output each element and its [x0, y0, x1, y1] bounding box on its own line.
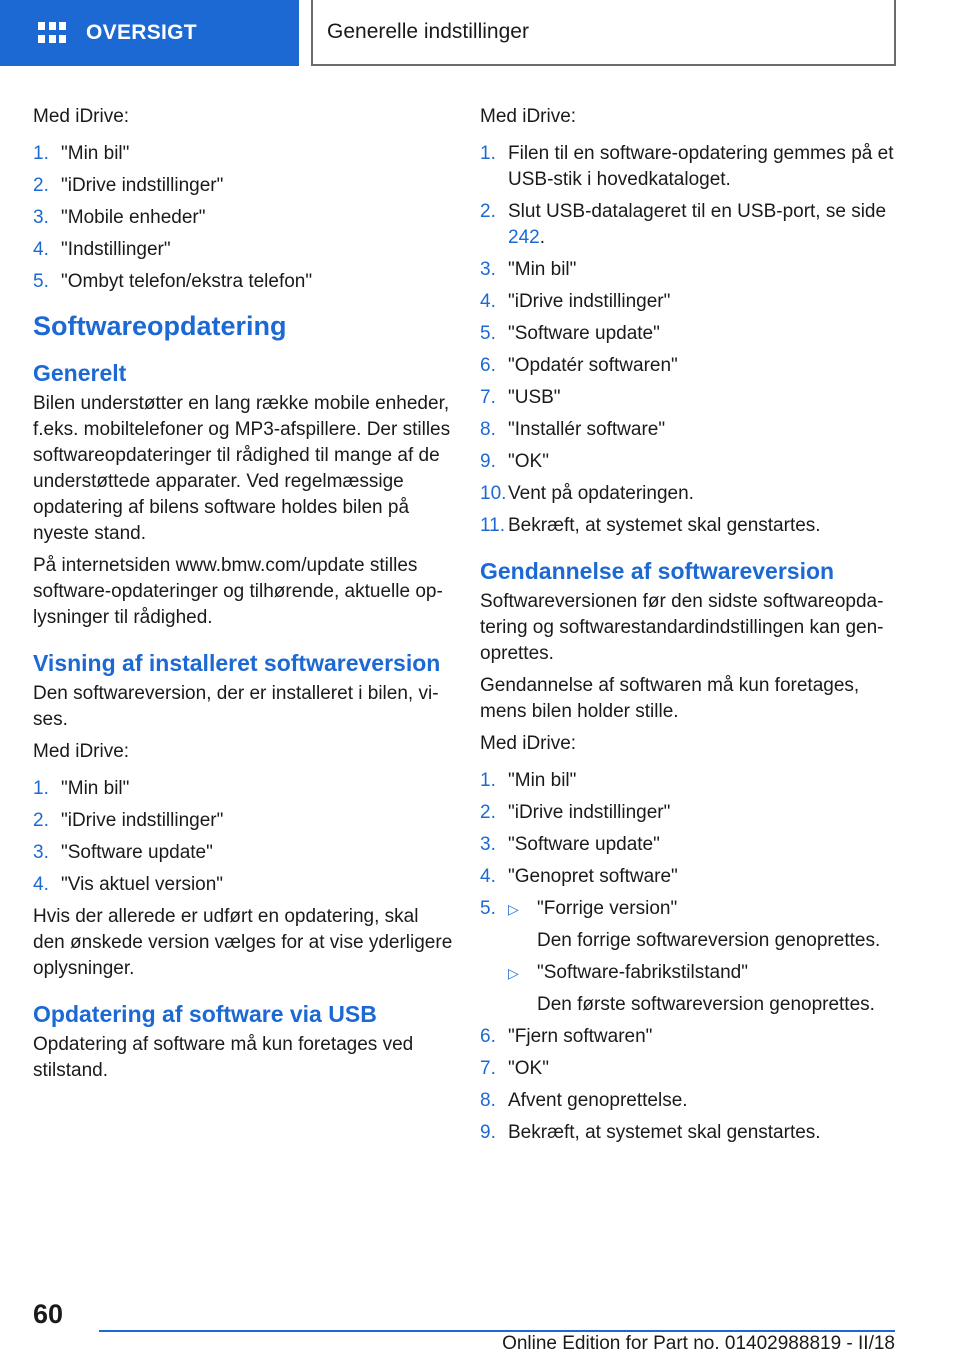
overview-label: OVERSIGT: [86, 21, 197, 44]
list-item: [33, 173, 453, 199]
right-column: [480, 104, 900, 1152]
step-text: "OK": [508, 451, 549, 472]
step-number: 2.: [33, 175, 49, 196]
sub-item-text: "Forrige version": [537, 898, 678, 919]
phone-steps-list: [33, 141, 453, 295]
step-text: "iDrive indstillinger": [61, 810, 224, 831]
list-item: [480, 800, 900, 826]
list-item: [33, 269, 453, 295]
paragraph: Gendannelse af softwaren må kun foretages, mens bilen holder stille.: [480, 675, 860, 722]
overview-button[interactable]: [0, 0, 299, 66]
subsection-heading-generelt: Generelt: [33, 360, 127, 386]
list-item: [480, 864, 900, 890]
step-number: 7.: [480, 387, 496, 408]
version-steps-list: [33, 776, 453, 898]
step-number: 11.: [480, 515, 506, 536]
step-text: "iDrive indstillinger": [508, 291, 671, 312]
list-item: [480, 321, 900, 347]
paragraph: Opdatering af software må kun foretages ved stilstand.: [33, 1034, 414, 1081]
list-item: [480, 481, 900, 507]
list-item: [33, 237, 453, 263]
paragraph: På internetsiden www.bmw.com/update stilles software-opdateringer og tilhørende, aktuelle oplysninger til rådighed.: [33, 555, 443, 628]
list-item: [33, 776, 453, 802]
sub-item-description: Den første softwareversion genoprettes.: [537, 994, 875, 1015]
step-text: "Min bil": [61, 778, 130, 799]
step-text: "USB": [508, 387, 561, 408]
step-number: 3.: [33, 207, 49, 228]
step-text: "Opdatér softwaren": [508, 355, 678, 376]
step-number: 10.: [480, 483, 507, 504]
step-number: 1.: [33, 143, 49, 164]
step-number: 8.: [480, 419, 496, 440]
step-text-part: .: [539, 227, 545, 248]
intro-text: Med iDrive:: [480, 733, 577, 754]
list-item: [480, 513, 900, 539]
step-text: Vent på opdateringen.: [508, 483, 694, 504]
step-number: 3.: [480, 834, 496, 855]
page-number: 60: [33, 1299, 64, 1329]
step-text: "Software update": [61, 842, 213, 863]
triangle-bullet-icon: ▷: [508, 901, 519, 917]
page-header: [0, 0, 960, 66]
list-item: [480, 257, 900, 283]
step-number: 4.: [33, 874, 49, 895]
step-text: "Genopret software": [508, 866, 678, 887]
section-heading: Softwareopdatering: [33, 311, 287, 341]
step-number: 8.: [480, 1090, 496, 1111]
paragraph: Hvis der allerede er udført en opdatering, skal den ønskede version vælges for at vise yderligere oplysninger.: [33, 906, 453, 979]
step-number: 4.: [480, 866, 496, 887]
step-number: 3.: [480, 259, 496, 280]
step-text: "Min bil": [61, 143, 130, 164]
paragraph: Bilen understøtter en lang række mobile enheder, f.eks. mobiltelefoner og MP3-afspillere. Der stilles softwareopdateringer til rådighed til mange af de understøttede apparater. Ved regelmæssige opdatering af bilens software holdes bilen på nyeste stand.: [33, 393, 451, 544]
step-number: 2.: [480, 201, 496, 222]
step-text: "Vis aktuel version": [61, 874, 224, 895]
list-item: [33, 872, 453, 898]
step-number: 2.: [33, 810, 49, 831]
step-number: 9.: [480, 1122, 496, 1143]
list-item: [480, 353, 900, 379]
step-text-part: Slut USB-datalageret til en USB-port, se side: [508, 201, 887, 222]
step-text: "Ombyt telefon/ekstra telefon": [61, 271, 313, 292]
left-column: [33, 104, 453, 1090]
edition-text: Online Edition for Part no. 01402988819 - II/18: [502, 1333, 895, 1354]
step-number: 4.: [480, 291, 496, 312]
subsection-heading-visning: Visning af installeret softwareversion: [33, 650, 441, 676]
step-number: 5.: [480, 323, 496, 344]
sub-item: [508, 896, 900, 922]
list-item: [33, 840, 453, 866]
step-text: "Software update": [508, 834, 660, 855]
step-number: 5.: [480, 898, 496, 919]
step-number: 1.: [33, 778, 49, 799]
list-item: [480, 896, 900, 1018]
list-item: [480, 449, 900, 475]
step-text: Bekræft, at systemet skal genstartes.: [508, 515, 821, 536]
step-text: "Indstillinger": [61, 239, 171, 260]
list-item: [480, 199, 900, 251]
list-item: [480, 385, 900, 411]
list-item: [33, 141, 453, 167]
step-text: "Min bil": [508, 770, 577, 791]
step-number: 7.: [480, 1058, 496, 1079]
list-item: [480, 832, 900, 858]
paragraph: Softwareversionen før den sidste softwareopdatering og softwarestandardindstillingen kan genoprettes.: [480, 591, 884, 664]
step-text: "Software update": [508, 323, 660, 344]
step-number: 6.: [480, 1026, 496, 1047]
step-number: 5.: [33, 271, 49, 292]
intro-text: Med iDrive:: [480, 106, 577, 127]
step-text: Bekræft, at systemet skal genstartes.: [508, 1122, 821, 1143]
list-item: [480, 1056, 900, 1082]
grid-menu-icon: [38, 22, 66, 44]
triangle-bullet-icon: ▷: [508, 965, 519, 981]
list-item: [480, 417, 900, 443]
sub-item: [508, 960, 900, 986]
list-item: [33, 808, 453, 834]
intro-text: Med iDrive:: [33, 741, 130, 762]
subsection-heading-usb: Opdatering af software via USB: [33, 1001, 377, 1027]
step-number: 1.: [480, 770, 496, 791]
list-item: [480, 1088, 900, 1114]
step-sublist: [508, 896, 900, 1018]
sub-item-description: Den forrige softwareversion genoprettes.: [537, 930, 881, 951]
section-title: Generelle indstillinger: [311, 0, 896, 66]
subsection-heading-gendan: Gendannelse af softwareversion: [480, 558, 835, 584]
step-text: "Fjern softwaren": [508, 1026, 653, 1047]
step-text: Afvent genoprettelse.: [508, 1090, 688, 1111]
page-link[interactable]: 242: [508, 227, 540, 248]
intro-text: Med iDrive:: [33, 106, 130, 127]
step-text: "OK": [508, 1058, 549, 1079]
step-number: 3.: [33, 842, 49, 863]
step-number: 1.: [480, 143, 496, 164]
list-item: [33, 205, 453, 231]
step-text: "Mobile enheder": [61, 207, 206, 228]
usb-steps-list: [480, 141, 900, 539]
step-text: "iDrive indstillinger": [61, 175, 224, 196]
sub-item-text: "Software-fabrikstilstand": [537, 962, 748, 983]
step-number: 9.: [480, 451, 496, 472]
list-item: [480, 1120, 900, 1146]
restore-steps-list: [480, 768, 900, 1146]
step-text: [508, 199, 900, 251]
step-text: "Installér software": [508, 419, 666, 440]
paragraph: Den softwareversion, der er installeret i bilen, vises.: [33, 683, 439, 730]
step-text: Filen til en software-opdatering gemmes på et USB-stik i hovedkataloget.: [508, 143, 894, 190]
list-item: [480, 141, 900, 193]
list-item: [480, 1024, 900, 1050]
list-item: [480, 289, 900, 315]
footer-divider: [99, 1330, 895, 1332]
step-number: 6.: [480, 355, 496, 376]
step-number: 2.: [480, 802, 496, 823]
step-number: 4.: [33, 239, 49, 260]
list-item: [480, 768, 900, 794]
step-text: "iDrive indstillinger": [508, 802, 671, 823]
step-text: "Min bil": [508, 259, 577, 280]
